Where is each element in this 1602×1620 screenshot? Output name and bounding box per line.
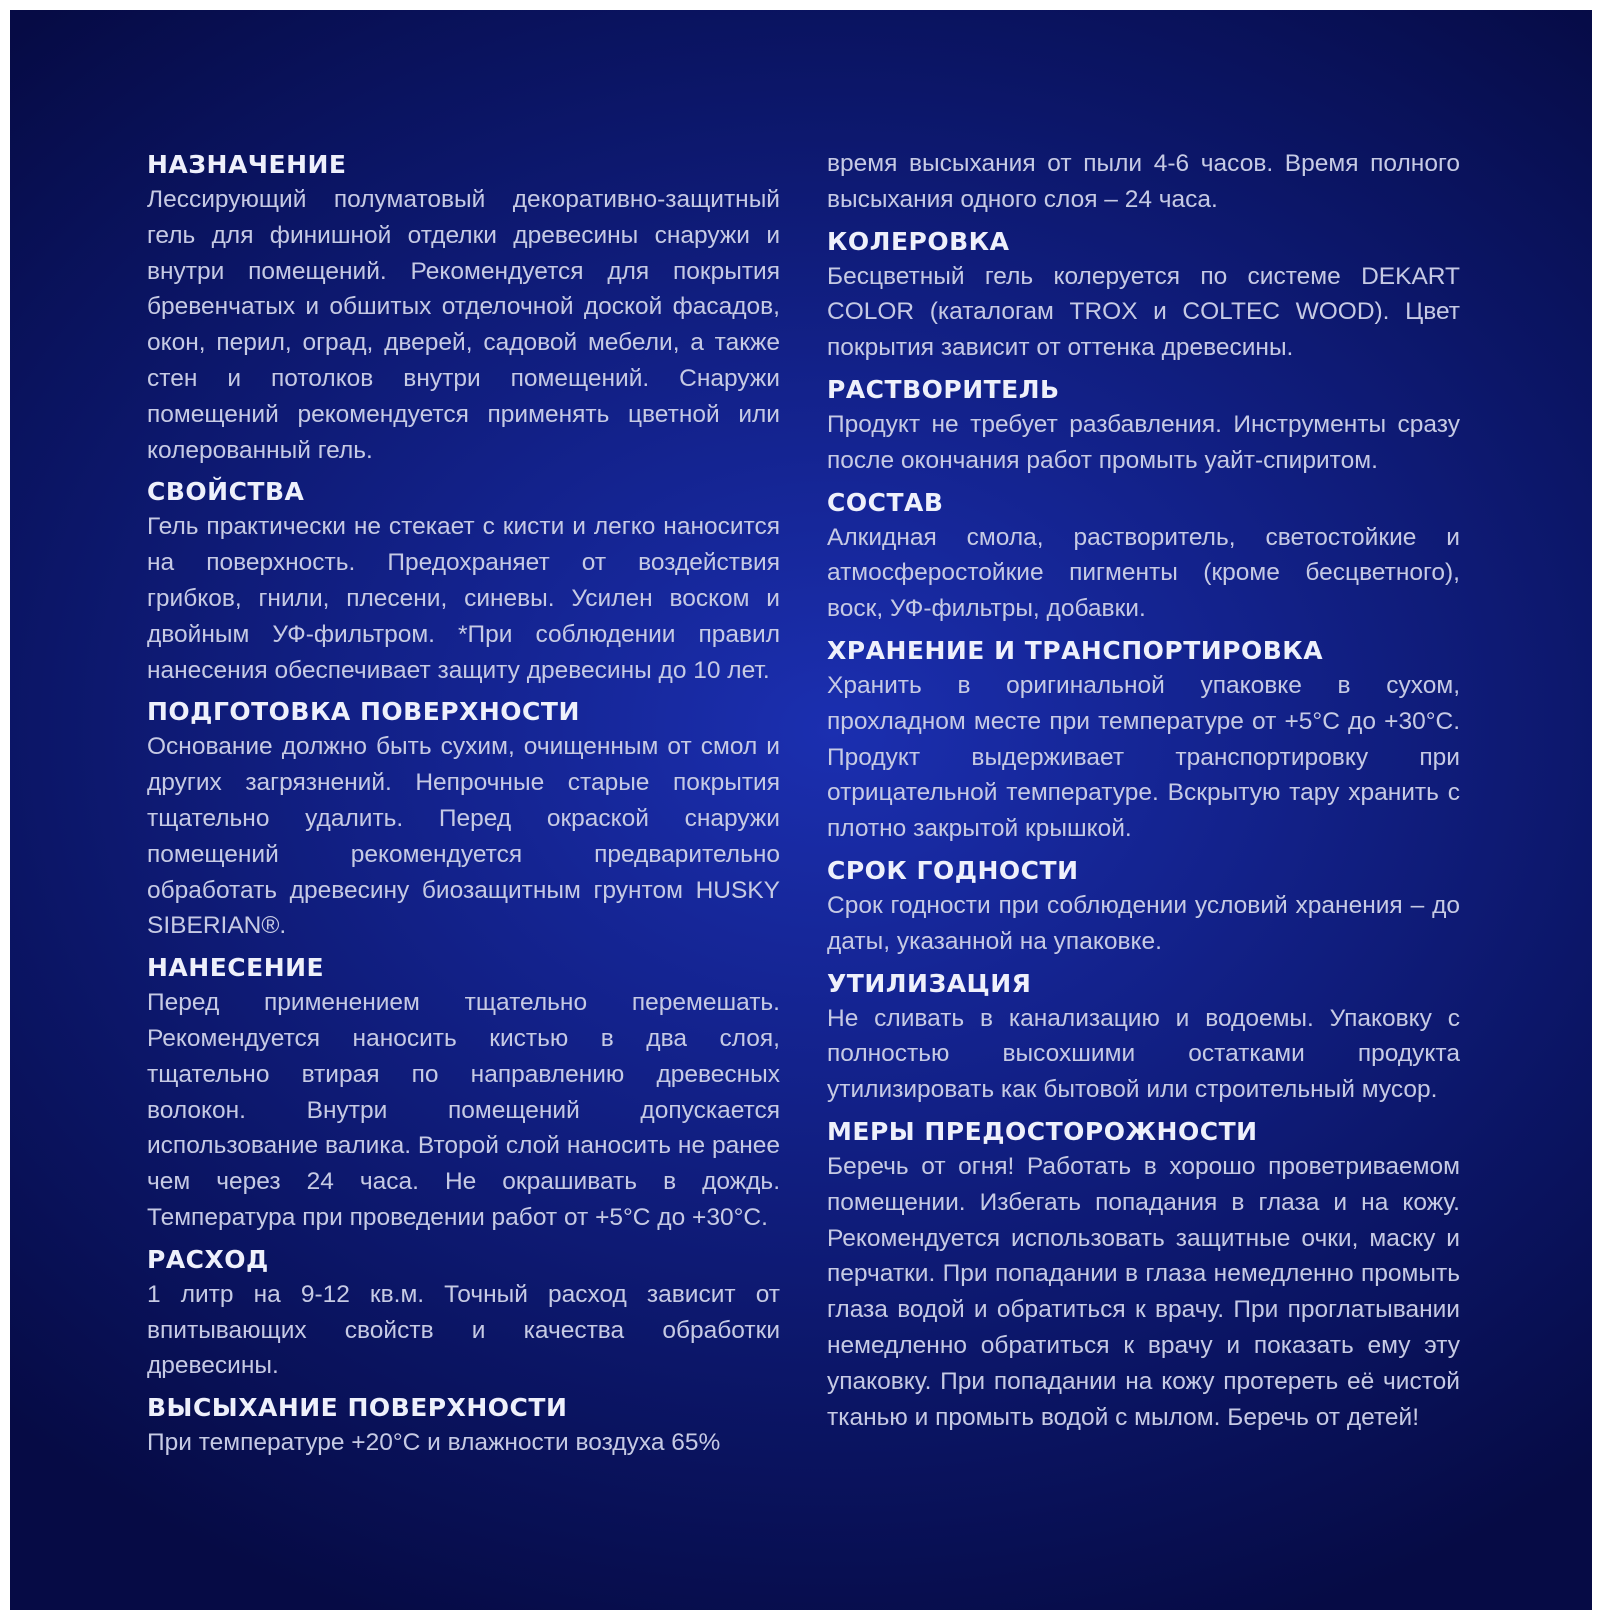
section-text: Не сливать в канализацию и водоемы. Упаковку с полностью высохшими остатками продукта утилизировать как бытовой или строительный мусор. (827, 1004, 1460, 1104)
section-heading: КОЛЕРОВКА (827, 226, 1010, 256)
section-text: Беречь от огня! Работать в хорошо проветриваемом помещении. Избегать попадания в глаза и на кожу. Рекомендуется использовать защитные очки, маску и перчатки. При попадании в глаза немедленно промыть глаза водой и обратиться к врачу. При проглатывании немедленно обратиться к врачу и показать ему эту упаковку. При попадании на кожу протереть её чистой тканью и промыть водой с мылом. Беречь от детей! (827, 1152, 1460, 1431)
section-heading: ПОДГОТОВКА ПОВЕРХНОСТИ (147, 697, 580, 727)
section-text: Алкидная смола, растворитель, светостойкие и атмосферостойкие пигменты (кроме бесцветного), воск, УФ-фильтры, добавки. (827, 523, 1460, 623)
section-drying (147, 1391, 780, 1461)
left-column (147, 148, 780, 1468)
section-heading: ВЫСЫХАНИЕ ПОВЕРХНОСТИ (147, 1393, 568, 1423)
section-precautions (827, 1115, 1460, 1435)
section-heading: УТИЛИЗАЦИЯ (827, 968, 1032, 998)
section-heading: СРОК ГОДНОСТИ (827, 855, 1079, 885)
section-text: Срок годности при соблюдении условий хранения – до даты, указанной на упаковке. (827, 891, 1460, 955)
section-text: Перед применением тщательно перемешать. Рекомендуется наносить кистью в два слоя, тщательно втирая по направлению древесных волокон. Внутри помещений допускается использование валика. Второй слой наносить не ранее чем через 24 часа. Не окрашивать в дождь. Температура при проведении работ от +5°С до +30°С. (147, 989, 780, 1231)
section-composition (827, 486, 1460, 627)
section-text: 1 литр на 9-12 кв.м. Точный расход зависит от впитывающих свойств и качества обработки древесины. (147, 1280, 780, 1380)
section-shelf-life (827, 854, 1460, 960)
label-panel (10, 10, 1592, 1610)
section-heading: СВОЙСТВА (147, 477, 305, 507)
section-solvent (827, 373, 1460, 479)
section-text: Гель практически не стекает с кисти и легко наносится на поверхность. Предохраняет от воздействия грибков, гнили, плесени, синевы. Усилен воском и двойным УФ-фильтром. *При соблюдении правил нанесения обеспечивает защиту древесины до 10 лет. (147, 513, 780, 684)
section-heading: РАСТВОРИТЕЛЬ (827, 374, 1060, 404)
section-application (147, 951, 780, 1236)
section-drying-continued (827, 146, 1460, 218)
section-text: Основание должно быть сухим, очищенным от смол и других загрязнений. Непрочные старые покрытия тщательно удалить. Перед окраской снаружи помещений рекомендуется предварительно обработать древесину биозащитным грунтом HUSKY SIBERIAN®. (147, 733, 780, 940)
section-text: При температуре +20°С и влажности воздуха 65% (147, 1429, 721, 1457)
section-text: Хранить в оригинальной упаковке в сухом, прохладном месте при температуре от +5°С до +30°С. Продукт выдерживает транспортировку при отрицательной температуре. Вскрытую тару хранить с плотно закрытой крышкой. (827, 671, 1460, 843)
section-disposal (827, 967, 1460, 1108)
section-heading: СОСТАВ (827, 487, 944, 517)
section-surface-preparation (147, 695, 780, 944)
section-storage-transport (827, 634, 1460, 847)
section-text: Лессирующий полуматовый декоративно-защитный гель для финишной отделки древесины снаружи и внутри помещений. Рекомендуется для покрытия бревенчатых и обшитых отделочной доской фасадов, окон, перил, оград, дверей, садовой мебели, а также стен и потолков внутри помещений. Снаружи помещений рекомендуется применять цветной или колерованный гель. (147, 186, 780, 464)
section-consumption (147, 1243, 780, 1384)
section-text: время высыхания от пыли 4-6 часов. Время полного высыхания одного слоя – 24 часа. (827, 150, 1460, 213)
section-text: Бесцветный гель колеруется по системе DEKART COLOR (каталогам TROX и COLTEC WOOD). Цвет покрытия зависит от оттенка древесины. (827, 262, 1460, 362)
section-text: Продукт не требует разбавления. Инструменты сразу после окончания работ промыть уайт-спиритом. (827, 410, 1460, 474)
section-heading: НАЗНАЧЕНИЕ (147, 150, 347, 179)
section-heading: ХРАНЕНИЕ И ТРАНСПОРТИРОВКА (827, 635, 1324, 665)
section-purpose (147, 148, 780, 468)
section-heading: НАНЕСЕНИЕ (147, 953, 325, 983)
section-tinting (827, 225, 1460, 366)
section-heading: МЕРЫ ПРЕДОСТОРОЖНОСТИ (827, 1116, 1258, 1146)
section-heading: РАСХОД (147, 1244, 269, 1274)
right-column (827, 146, 1460, 1442)
section-properties (147, 475, 780, 688)
